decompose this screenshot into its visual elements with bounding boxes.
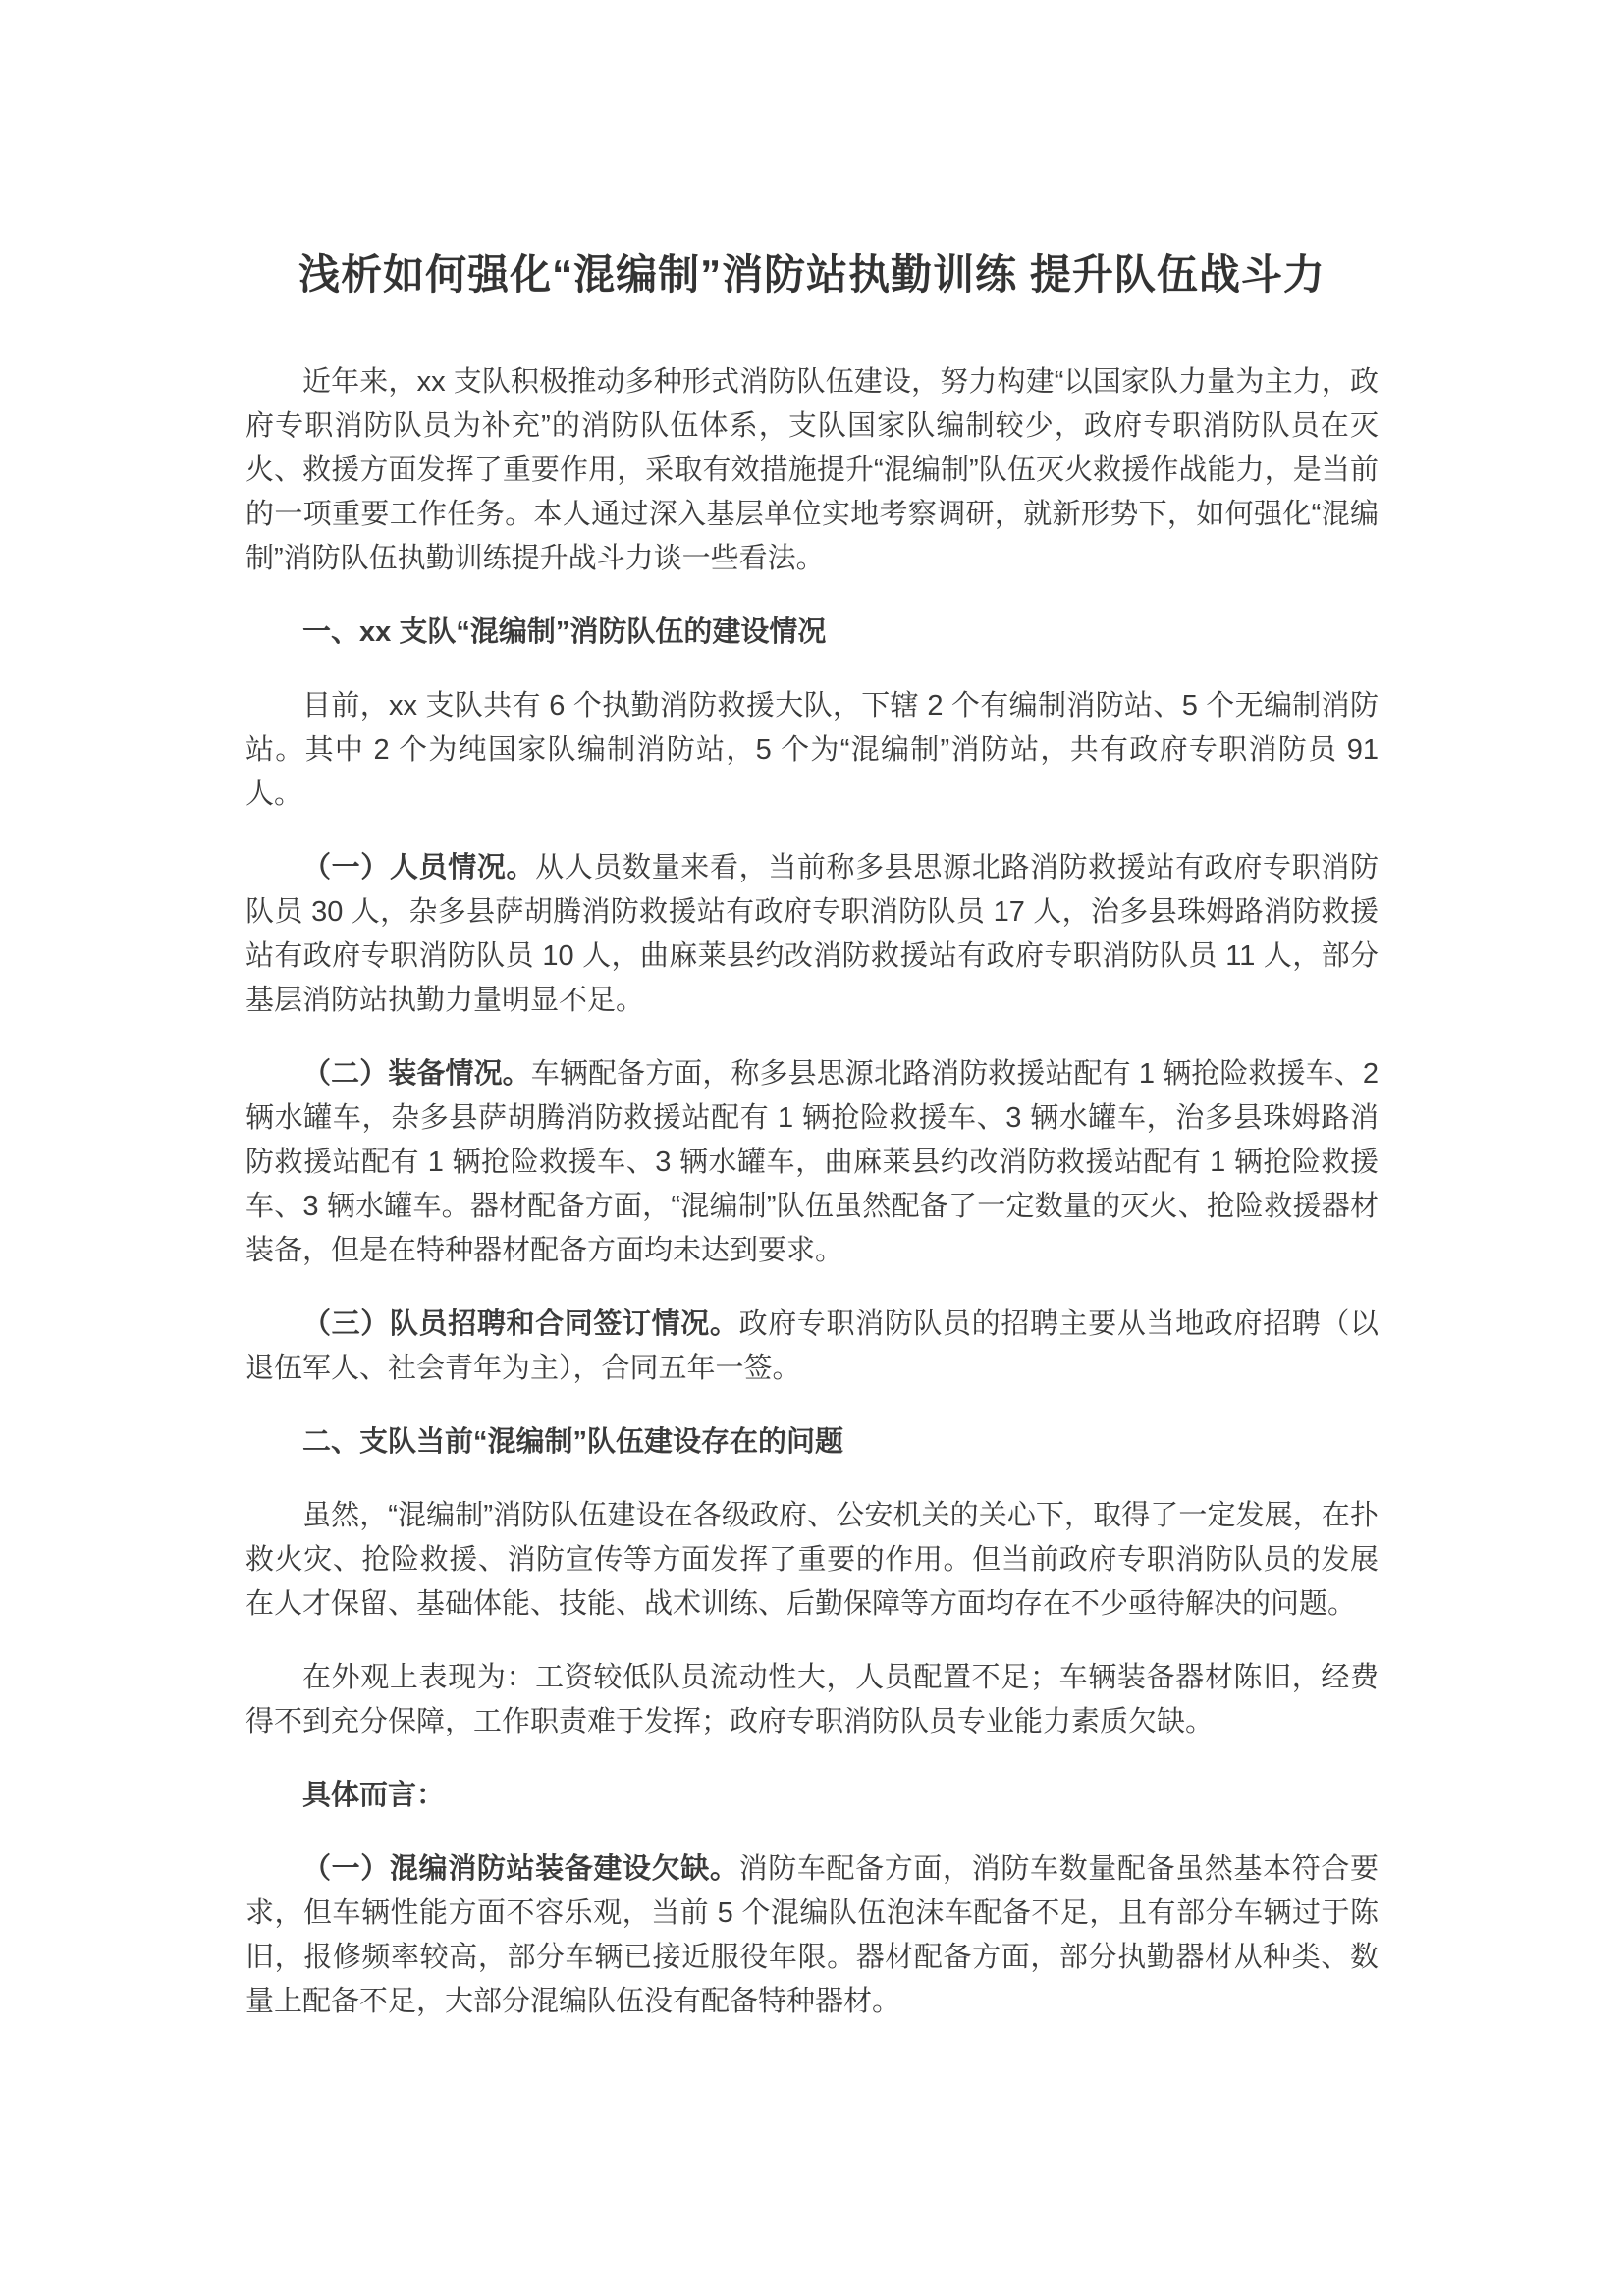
paragraph-text: 消防车配备方面，消防车数量配备虽然基本符合要求，但车辆性能方面不容乐观，当前 5 个混编队伍泡沫车配备不足，且有部分车辆过于陈旧，报修频率较高，部分车辆已接近服役年限。器材配备方面，部分执勤器材从种类、数量上配备不足，大部分混编队伍没有配备特种器材。 xyxy=(245,1853,1379,2017)
section-heading-2: 二、支队当前“混编制”队伍建设存在的问题 xyxy=(302,1426,844,1458)
paragraph-appearance xyxy=(245,1656,1379,1744)
paragraph-equipment xyxy=(245,1052,1379,1273)
paragraph-personnel xyxy=(245,846,1379,1023)
paragraph-specifically xyxy=(245,1774,1379,1818)
paragraph-lead: 具体而言： xyxy=(302,1780,446,1811)
paragraph-text: 目前，xx 支队共有 6 个执勤消防救援大队，下辖 2 个有编制消防站、5 个无编制消防站。其中 2 个为纯国家队编制消防站，5 个为“混编制”消防站，共有政府专职消防员 91 人。 xyxy=(245,690,1379,810)
paragraph-text: 虽然，“混编制”消防队伍建设在各级政府、公安机关的关心下，取得了一定发展，在扑救火灾、抢险救援、消防宣传等方面发挥了重要的作用。但当前政府专职消防队员的发展在人才保留、基础体能、技能、战术训练、后勤保障等方面均存在不少亟待解决的问题。 xyxy=(245,1500,1379,1620)
document-title: 浅析如何强化“混编制”消防站执勤训练 提升队伍战斗力 xyxy=(298,251,1326,297)
paragraph-intro xyxy=(245,360,1379,581)
paragraph-overview xyxy=(245,684,1379,817)
paragraph-equipment-shortage xyxy=(245,1847,1379,2024)
paragraph-problems-overview xyxy=(245,1494,1379,1627)
paragraph-lead: （三）队员招聘和合同签订情况。 xyxy=(302,1308,739,1340)
paragraph-text: 车辆配备方面，称多县思源北路消防救援站配有 1 辆抢险救援车、2 辆水罐车，杂多县萨胡腾消防救援站配有 1 辆抢险救援车、3 辆水罐车，治多县珠姆路消防救援站配有 1 辆抢险救援车、3 辆水罐车，曲麻莱县约改消防救援站配有 1 辆抢险救援车、3 辆水罐车。器材配备方面，“混编制”队伍虽然配备了一定数量的灭火、抢险救援器材装备，但是在特种器材配备方面均未达到要求。 xyxy=(245,1058,1379,1266)
paragraph-text: 近年来，xx 支队积极推动多种形式消防队伍建设，努力构建“以国家队力量为主力，政府专职消防队员为补充”的消防队伍体系，支队国家队编制较少，政府专职消防队员在灭火、救援方面发挥了重要作用，采取有效措施提升“混编制”队伍灭火救援作战能力，是当前的一项重要工作任务。本人通过深入基层单位实地考察调研，就新形势下，如何强化“混编制”消防队伍执勤训练提升战斗力谈一些看法。 xyxy=(245,366,1379,574)
paragraph-lead: （二）装备情况。 xyxy=(302,1058,531,1090)
paragraph-lead: （一）混编消防站装备建设欠缺。 xyxy=(302,1853,739,1885)
paragraph-lead: （一）人员情况。 xyxy=(302,852,536,883)
paragraph-text: 政府专职消防队员的招聘主要从当地政府招聘（以退伍军人、社会青年为主），合同五年一签。 xyxy=(245,1308,1379,1384)
paragraph-text: 从人员数量来看，当前称多县思源北路消防救援站有政府专职消防队员 30 人，杂多县萨胡腾消防救援站有政府专职消防队员 17 人，治多县珠姆路消防救援站有政府专职消防队员 10 人，曲麻莱县约改消防救援站有政府专职消防队员 11 人，部分基层消防站执勤力量明显不足。 xyxy=(245,852,1379,1016)
paragraph-text: 在外观上表现为：工资较低队员流动性大，人员配置不足；车辆装备器材陈旧，经费得不到充分保障，工作职责难于发挥；政府专职消防队员专业能力素质欠缺。 xyxy=(245,1662,1379,1737)
section-heading-1: 一、xx 支队“混编制”消防队伍的建设情况 xyxy=(302,616,827,648)
paragraph-recruitment xyxy=(245,1303,1379,1391)
